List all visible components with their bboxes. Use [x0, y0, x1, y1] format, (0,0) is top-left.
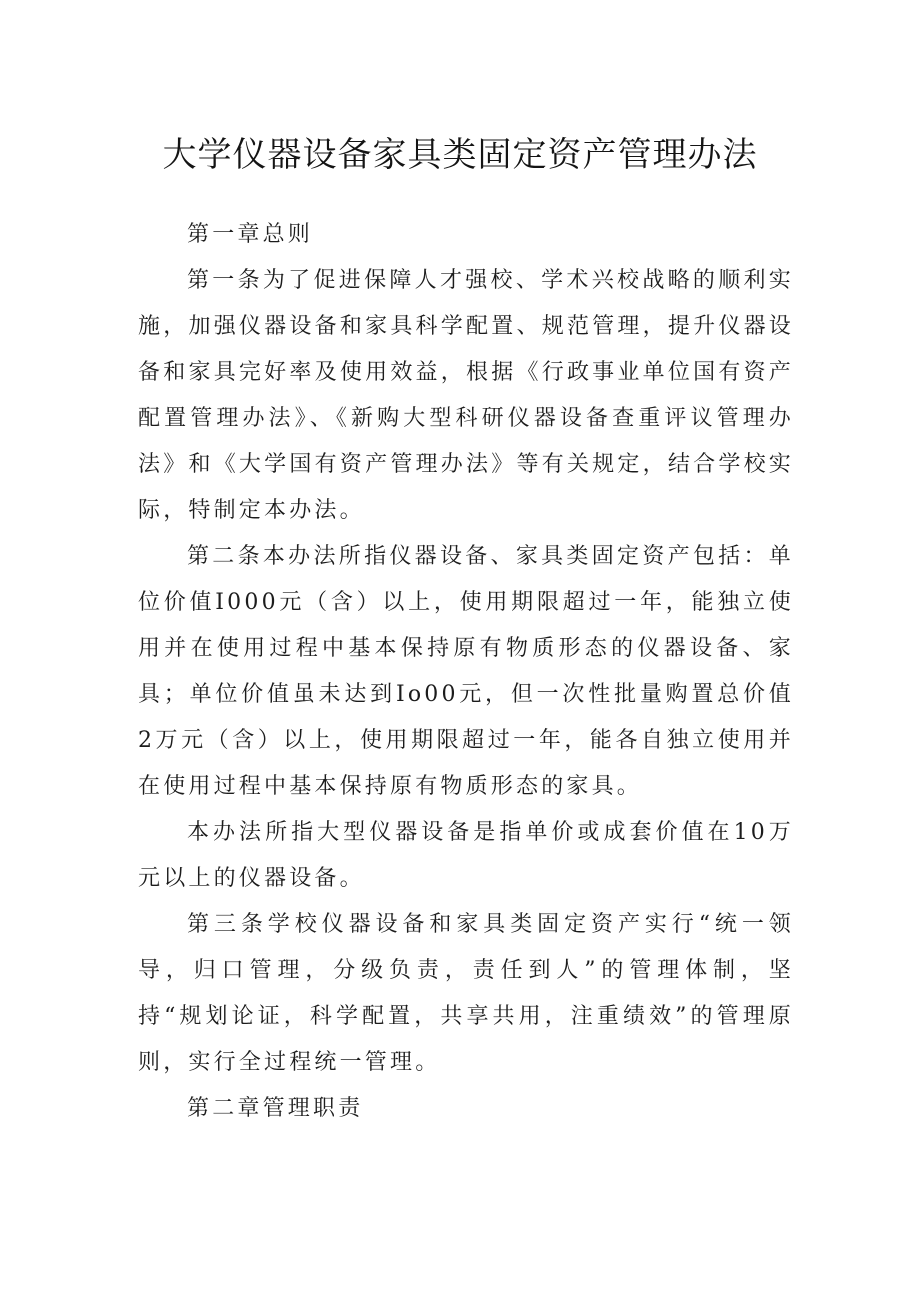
article-3-paragraph: 第三条学校仪器设备和家具类固定资产实行“统一领导，归口管理，分级负责，责任到人”的管理体制，坚持“规划论证，科学配置，共享共用，注重绩效”的管理原则，实行全过程统一管理。: [138, 912, 794, 1075]
article-1-paragraph: 第一条为了促进保障人才强校、学术兴校战略的顺利实施，加强仪器设备和家具科学配置、规范管理，提升仪器设备和家具完好率及使用效益，根据《行政事业单位国有资产配置管理办法》、《新购大型科研仪器设备查重评议管理办法》和《大学国有资产管理办法》等有关规定，结合学校实际，特制定本办法。: [138, 268, 794, 523]
large-equipment-paragraph: 本办法所指大型仪器设备是指单价或成套价值在10万元以上的仪器设备。: [138, 820, 794, 891]
document-body: [138, 212, 794, 1132]
document-title: 大学仪器设备家具类固定资产管理办法: [162, 135, 758, 175]
chapter-heading-2: 第二章管理职责: [187, 1096, 364, 1121]
article-2-paragraph: 第二条本办法所指仪器设备、家具类固定资产包括：单位价值I000元（含）以上，使用期限超过一年，能独立使用并在使用过程中基本保持原有物质形态的仪器设备、家具；单位价值虽未达到Io00元，但一次性批量购置总价值2万元（含）以上，使用期限超过一年，能各自独立使用并在使用过程中基本保持原有物质形态的家具。: [138, 544, 794, 799]
chapter-heading-1: 第一章总则: [187, 222, 314, 247]
